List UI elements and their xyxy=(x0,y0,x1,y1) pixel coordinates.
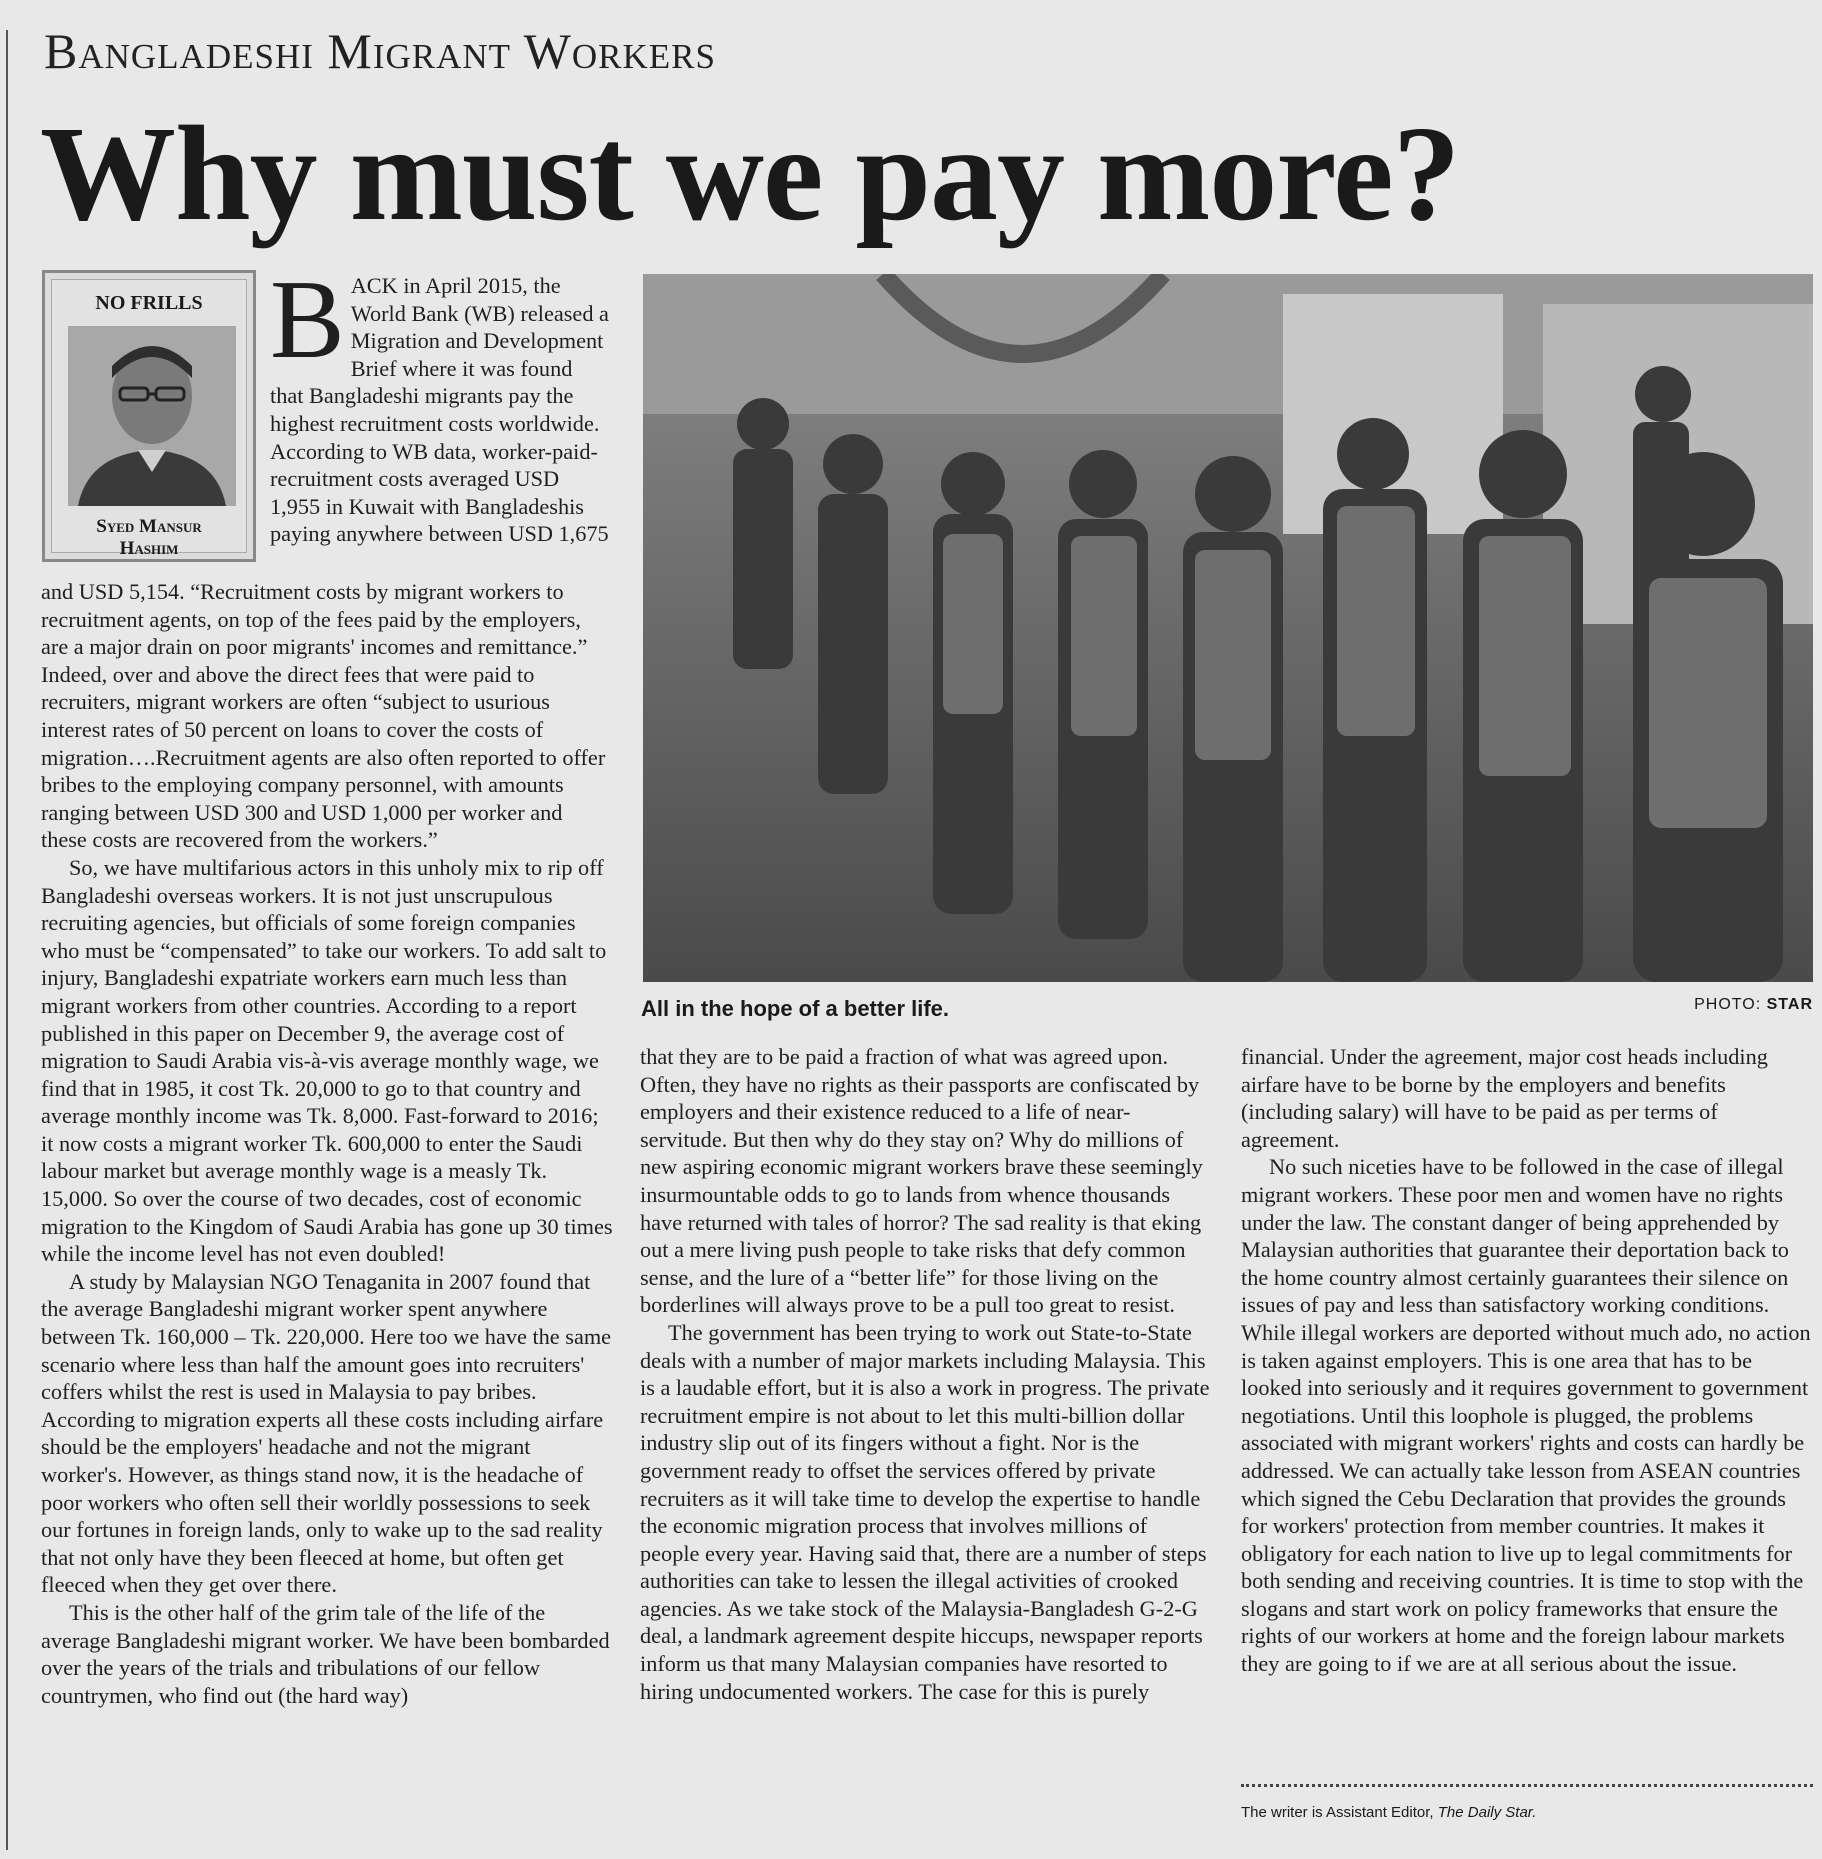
photo-credit-name: STAR xyxy=(1766,996,1813,1013)
article-column-3 xyxy=(1241,1043,1813,1678)
author-name-line2: Hashim xyxy=(119,538,179,559)
author-name-line1: Syed Mansur xyxy=(96,516,202,537)
publication-name: The Daily Star. xyxy=(1437,1804,1537,1821)
author-name xyxy=(52,516,246,560)
page-column-rule xyxy=(6,30,8,1850)
photo-credit-prefix: PHOTO: xyxy=(1694,996,1762,1013)
paragraph: So, we have multifarious actors in this unholy mix to rip off Bangladeshi overseas workers. It is not just unscrupulous recruiting agencies, but officials of some foreign companies who must be “compensated” to take our workers. To add salt to injury, Bangladeshi expatriate workers earn much less than migrant workers from other countries. According to a report published in this paper on December 9, the average cost of migration to Saudi Arabia vis-à-vis average monthly wage, we find that in 1985, it cost Tk. 20,000 to go to that country and average monthly income was Tk. 8,000. Fast-forward to 2016; it now costs a migrant worker Tk. 600,000 to enter the Saudi labour market but average monthly wage is a measly Tk. 15,000. So over the course of two decades, cost of economic migration to the Kingdom of Saudi Arabia has gone up 30 times while the income level has not even doubled! xyxy=(41,854,613,1267)
article-headline: Why must we pay more? xyxy=(40,99,1460,249)
paragraph: that they are to be paid a fraction of what was agreed upon. Often, they have no rights as their passports are confiscated by employers and their existence reduced to a life of near-servitude. But then why do they stay on? Why do millions of new aspiring economic migrant workers brave these seemingly insurmountable odds to go to lands from whence thousands have returned with tales of horror? The sad reality is that eking out a mere living push people to take risks that defy common sense, and the lure of a “better life” for those living on the borderlines will always prove to be a pull too great to resist. xyxy=(640,1044,1203,1318)
paragraph: and USD 5,154. “Recruitment costs by migrant workers to recruitment agents, on top of the fees paid by the employers, are a major drain on poor migrants' incomes and remittance.” Indeed, over and above the direct fees that were paid to recruiters, migrant workers are often “subject to usurious interest rates of 50 percent on loans to cover the costs of migration….Recruitment agents are also often reported to offer bribes to the employing company personnel, with amounts ranging between USD 300 and USD 1,000 per worker and these costs are recovered from the workers.” xyxy=(41,579,606,853)
queue-of-workers-photo-icon xyxy=(643,274,1813,982)
article-column-1 xyxy=(41,578,613,1709)
photo-caption: All in the hope of a better life. xyxy=(641,996,950,1021)
photo-credit xyxy=(1600,996,1813,1014)
paragraph: financial. Under the agreement, major cost heads including airfare have to be borne by the employers and benefits (including salary) will have to be paid as per terms of agreement. xyxy=(1241,1044,1768,1152)
drop-cap: B xyxy=(270,258,345,382)
writer-note xyxy=(1241,1804,1813,1821)
article-column-2 xyxy=(640,1043,1212,1705)
paragraph: No such niceties have to be followed in the case of illegal migrant workers. These poor men and women have no rights under the law. The constant danger of being apprehended by Malaysian authorities that guarantee their deportation back to the home country almost certainly guarantees their silence on issues of pay and less than satisfactory working conditions. While illegal workers are deported without much ado, no action is taken against employers. This is one area that has to be looked into seriously and it requires government to government negotiations. Until this loophole is plugged, the problems associated with migrant workers' rights and costs can hardly be addressed. We can actually take lesson from ASEAN countries which signed the Cebu Declaration that provides the grounds for workers' protection from member countries. It makes it obligatory for each nation to live up to legal commitments for both sending and receiving countries. It is time to stop with the slogans and start work on policy frameworks that ensure the rights of our workers at home and the foreign labour markets they are going to if we are at all serious about the issue. xyxy=(1241,1154,1811,1677)
column-label: NO FRILLS xyxy=(95,292,203,314)
article-kicker: Bangladeshi Migrant Workers xyxy=(44,23,716,79)
paragraph: The government has been trying to work out State-to-State deals with a number of major markets including Malaysia. This is a laudable effort, but it is also a work in progress. The private recruitment empire is not about to let this multi-billion dollar industry slip out of its fingers without a fight. Nor is the government ready to offset the services offered by private recruiters as it will take time to develop the expertise to handle the economic migration process that involves millions of people every year. Having said that, there are a number of steps authorities can take to lessen the illegal activities of crooked agencies. As we take stock of the Malaysia-Bangladesh G-2-G deal, a landmark agreement despite hiccups, newspaper reports inform us that many Malaysian companies have resorted to hiring undocumented workers. The case for this is purely xyxy=(640,1319,1210,1704)
writer-note-prefix: The writer is Assistant Editor, xyxy=(1241,1804,1434,1821)
paragraph: This is the other half of the grim tale of the life of the average Bangladeshi migrant worker. We have been bombarded over the years of the trials and tribulations of our fellow countrymen, who find out (the hard way) xyxy=(41,1599,610,1708)
news-photo xyxy=(643,274,1813,982)
paragraph: A study by Malaysian NGO Tenaganita in 2007 found that the average Bangladeshi migrant worker spent anywhere between Tk. 160,000 – Tk. 220,000. Here too we have the same scenario where less than half the amount goes into recruiters' coffers whilst the rest is used in Malaysia to pay bribes. According to migration experts all these costs including airfare should be the employers' headache and not the migrant worker's. However, as things stand now, it is the headache of poor workers who often sell their worldly possessions to seek our fortunes in foreign lands, only to wake up to the sad reality that not only have they been fleeced at home, but often get fleeced when they get over there. xyxy=(41,1268,612,1598)
footer-divider xyxy=(1241,1784,1813,1787)
author-photo xyxy=(68,326,236,506)
intro-text: ACK in April 2015, the World Bank (WB) released a Migration and Development Brief where it was found that Bangladeshi migrants pay the highest recruitment costs worldwide. According to WB data, worker-paid-recruitment costs averaged USD 1,955 in Kuwait with Bangladeshis paying anywhere between USD 1,675 xyxy=(270,273,609,547)
author-box xyxy=(42,270,256,562)
article-intro xyxy=(270,258,610,548)
author-portrait-icon xyxy=(68,326,236,506)
